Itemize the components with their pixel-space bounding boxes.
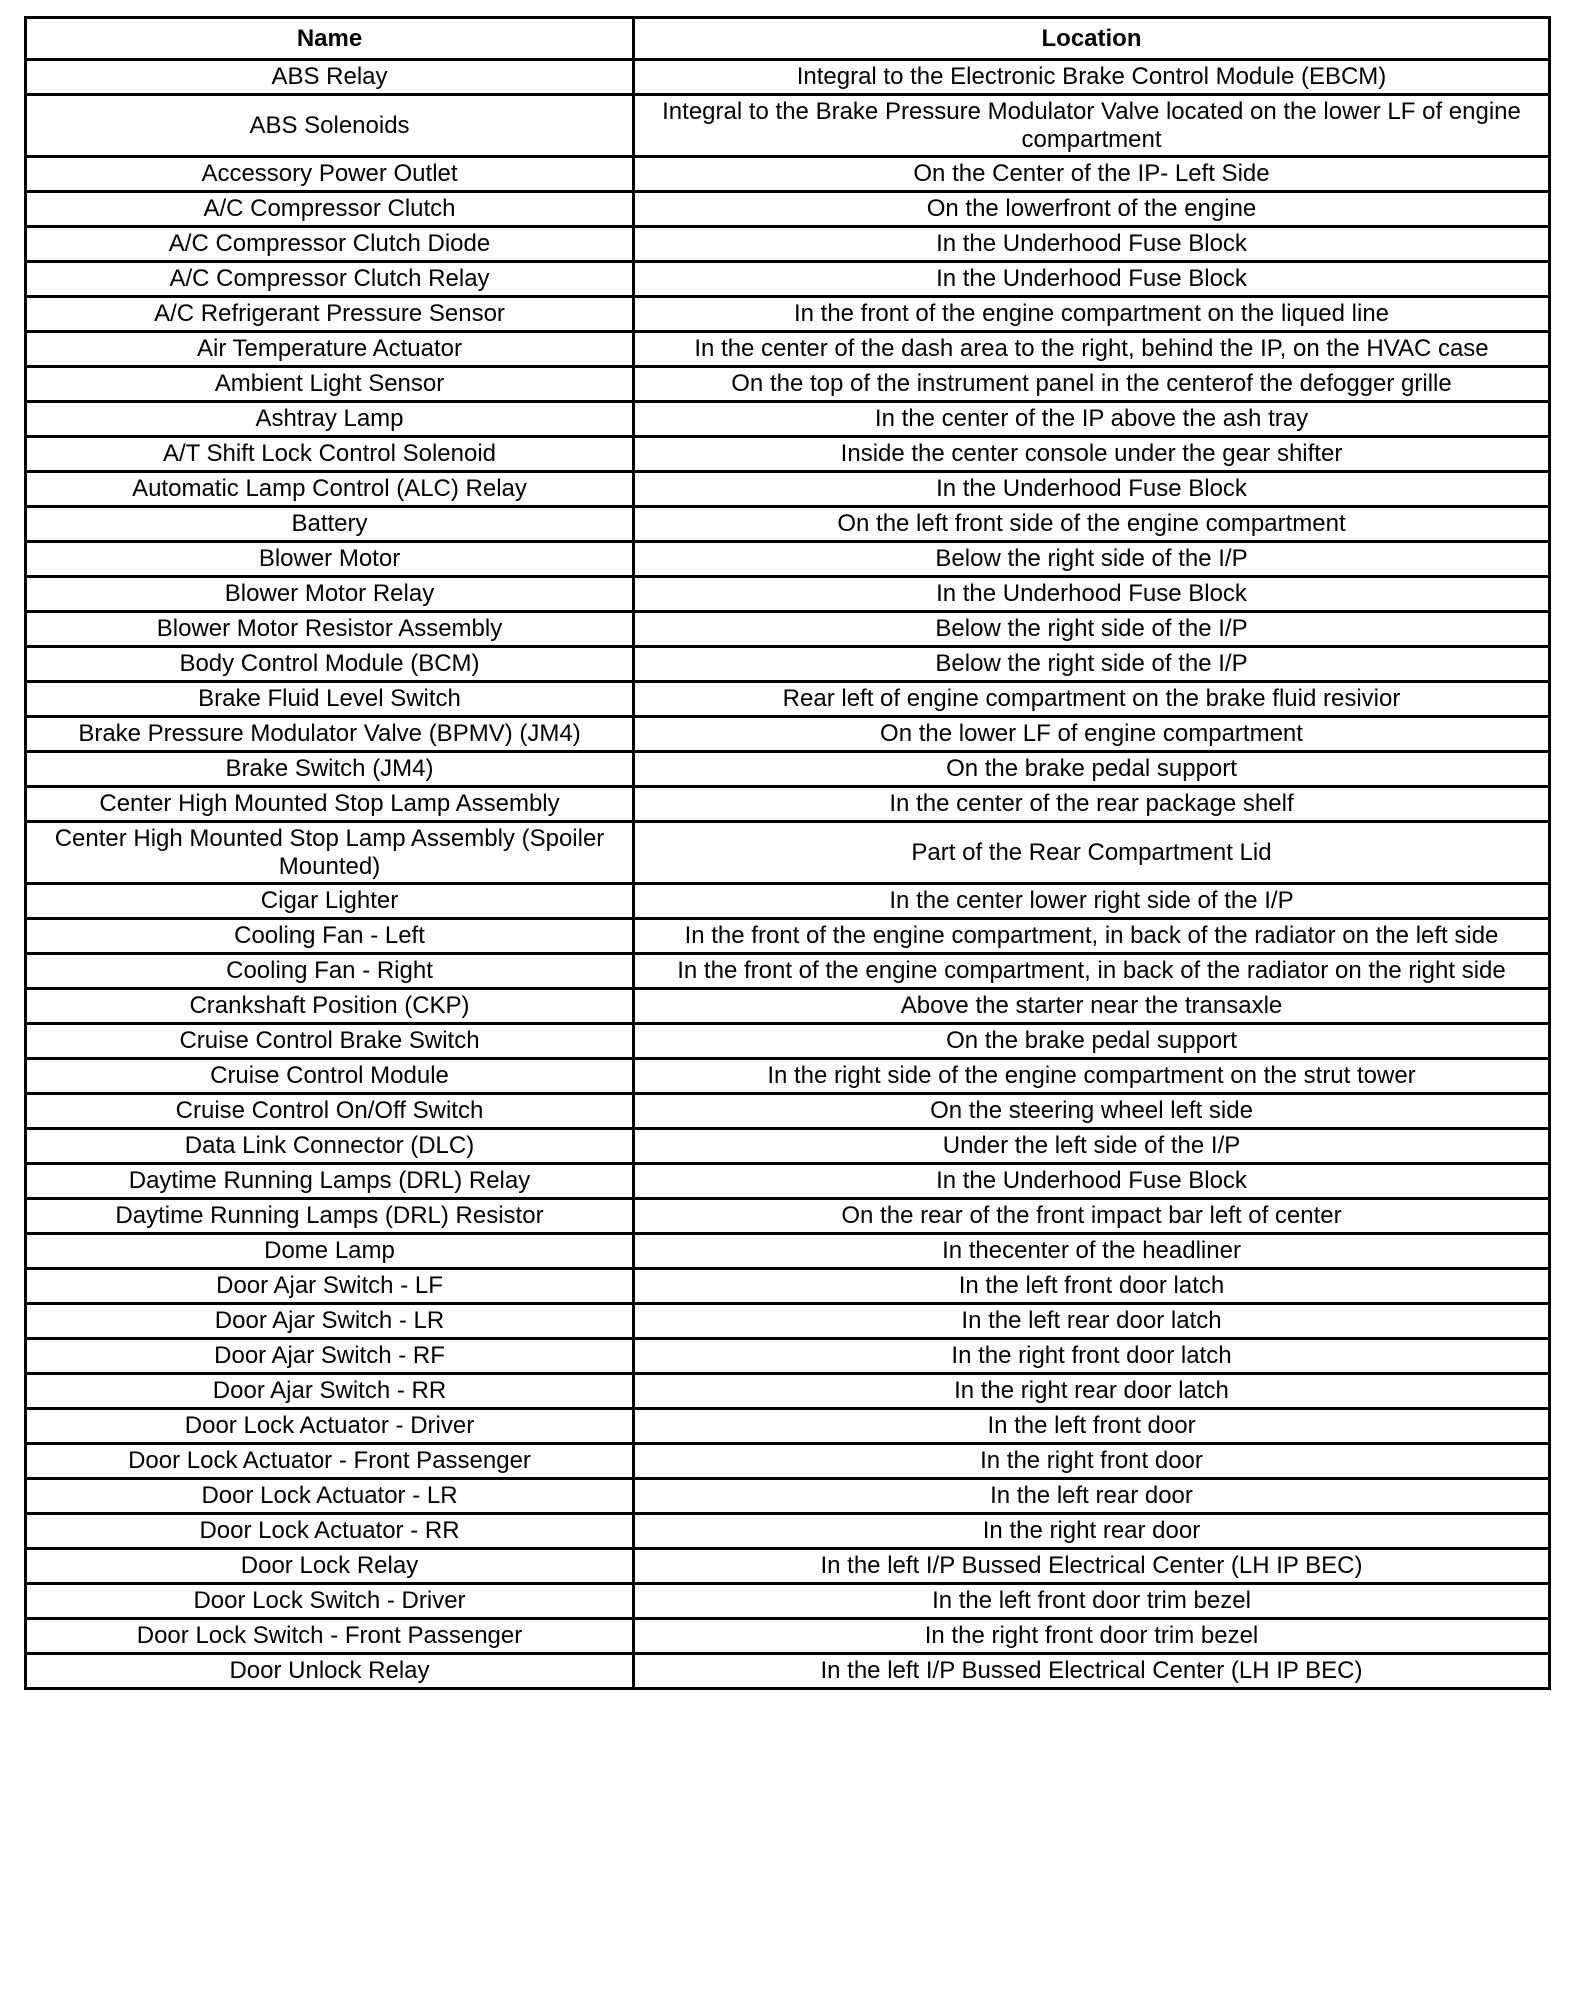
component-name-cell: Center High Mounted Stop Lamp Assembly — [26, 787, 634, 822]
component-location-cell: In the left I/P Bussed Electrical Center (LH IP BEC) — [634, 1654, 1550, 1689]
table-row — [26, 577, 1550, 612]
table-row — [26, 1619, 1550, 1654]
component-name-cell: Automatic Lamp Control (ALC) Relay — [26, 472, 634, 507]
component-name-cell: Cruise Control Brake Switch — [26, 1024, 634, 1059]
component-location-cell: Inside the center console under the gear shifter — [634, 437, 1550, 472]
table-row — [26, 752, 1550, 787]
table-row — [26, 1584, 1550, 1619]
component-location-cell: On the left front side of the engine compartment — [634, 507, 1550, 542]
table-row — [26, 262, 1550, 297]
component-location-cell: In the right front door — [634, 1444, 1550, 1479]
component-name-cell: ABS Relay — [26, 60, 634, 95]
table-row — [26, 1549, 1550, 1584]
component-name-cell: Door Lock Actuator - LR — [26, 1479, 634, 1514]
component-location-cell: On the brake pedal support — [634, 752, 1550, 787]
component-location-cell: Under the left side of the I/P — [634, 1129, 1550, 1164]
table-row — [26, 1304, 1550, 1339]
header-row — [26, 18, 1550, 60]
component-name-cell: Center High Mounted Stop Lamp Assembly (Spoiler Mounted) — [26, 822, 634, 884]
component-location-cell: In the left I/P Bussed Electrical Center (LH IP BEC) — [634, 1549, 1550, 1584]
component-location-cell: In the left front door latch — [634, 1269, 1550, 1304]
table-row — [26, 1374, 1550, 1409]
component-location-cell: In the right rear door — [634, 1514, 1550, 1549]
table-row — [26, 1094, 1550, 1129]
column-header-location: Location — [634, 18, 1550, 60]
component-location-cell: In the left front door trim bezel — [634, 1584, 1550, 1619]
component-name-cell: ABS Solenoids — [26, 95, 634, 157]
table-row — [26, 1129, 1550, 1164]
component-name-cell: Brake Fluid Level Switch — [26, 682, 634, 717]
table-row — [26, 192, 1550, 227]
component-location-cell: In the center of the dash area to the right, behind the IP, on the HVAC case — [634, 332, 1550, 367]
table-row — [26, 612, 1550, 647]
component-name-cell: Accessory Power Outlet — [26, 157, 634, 192]
table-row — [26, 227, 1550, 262]
component-name-cell: Door Lock Switch - Driver — [26, 1584, 634, 1619]
component-name-cell: Door Lock Switch - Front Passenger — [26, 1619, 634, 1654]
component-location-cell: In the front of the engine compartment, in back of the radiator on the right side — [634, 954, 1550, 989]
component-location-cell: In the front of the engine compartment, in back of the radiator on the left side — [634, 919, 1550, 954]
table-row — [26, 437, 1550, 472]
component-location-cell: Integral to the Brake Pressure Modulator Valve located on the lower LF of engine compartment — [634, 95, 1550, 157]
component-name-cell: Door Lock Actuator - RR — [26, 1514, 634, 1549]
component-name-cell: Blower Motor Resistor Assembly — [26, 612, 634, 647]
component-location-cell: On the top of the instrument panel in the centerof the defogger grille — [634, 367, 1550, 402]
table-row — [26, 1024, 1550, 1059]
component-name-cell: Door Lock Actuator - Front Passenger — [26, 1444, 634, 1479]
component-location-cell: In the center of the IP above the ash tray — [634, 402, 1550, 437]
component-name-cell: Air Temperature Actuator — [26, 332, 634, 367]
component-location-cell: In the left rear door latch — [634, 1304, 1550, 1339]
table-row — [26, 1164, 1550, 1199]
component-location-cell: In the Underhood Fuse Block — [634, 1164, 1550, 1199]
component-name-cell: Brake Switch (JM4) — [26, 752, 634, 787]
component-name-cell: Door Ajar Switch - RF — [26, 1339, 634, 1374]
component-location-cell: In the center lower right side of the I/P — [634, 884, 1550, 919]
component-location-cell: In the left rear door — [634, 1479, 1550, 1514]
component-location-cell: Above the starter near the transaxle — [634, 989, 1550, 1024]
component-location-cell: Part of the Rear Compartment Lid — [634, 822, 1550, 884]
table-row — [26, 297, 1550, 332]
table-row — [26, 332, 1550, 367]
component-location-cell: On the rear of the front impact bar left of center — [634, 1199, 1550, 1234]
component-location-cell: In the Underhood Fuse Block — [634, 262, 1550, 297]
table-row — [26, 822, 1550, 884]
component-name-cell: A/C Compressor Clutch — [26, 192, 634, 227]
component-name-cell: Cruise Control Module — [26, 1059, 634, 1094]
table-row — [26, 989, 1550, 1024]
component-name-cell: Cruise Control On/Off Switch — [26, 1094, 634, 1129]
table-row — [26, 1444, 1550, 1479]
table-row — [26, 717, 1550, 752]
table-row — [26, 472, 1550, 507]
component-location-cell: Below the right side of the I/P — [634, 542, 1550, 577]
component-name-cell: Cigar Lighter — [26, 884, 634, 919]
table-row — [26, 1654, 1550, 1689]
component-location-cell: Below the right side of the I/P — [634, 612, 1550, 647]
component-location-cell: In the Underhood Fuse Block — [634, 577, 1550, 612]
component-name-cell: A/C Refrigerant Pressure Sensor — [26, 297, 634, 332]
table-row — [26, 1199, 1550, 1234]
table-row — [26, 884, 1550, 919]
table-row — [26, 787, 1550, 822]
table-row — [26, 367, 1550, 402]
table-row — [26, 919, 1550, 954]
component-location-cell: In the left front door — [634, 1409, 1550, 1444]
component-name-cell: Door Ajar Switch - LR — [26, 1304, 634, 1339]
component-name-cell: A/T Shift Lock Control Solenoid — [26, 437, 634, 472]
component-name-cell: Ambient Light Sensor — [26, 367, 634, 402]
component-name-cell: Cooling Fan - Right — [26, 954, 634, 989]
component-name-cell: Door Ajar Switch - LF — [26, 1269, 634, 1304]
component-location-cell: In the center of the rear package shelf — [634, 787, 1550, 822]
component-name-cell: Blower Motor — [26, 542, 634, 577]
component-name-cell: Battery — [26, 507, 634, 542]
component-name-cell: Daytime Running Lamps (DRL) Resistor — [26, 1199, 634, 1234]
table-row — [26, 1514, 1550, 1549]
component-location-cell: In the right rear door latch — [634, 1374, 1550, 1409]
table-row — [26, 1234, 1550, 1269]
component-name-cell: Daytime Running Lamps (DRL) Relay — [26, 1164, 634, 1199]
component-name-cell: Door Lock Actuator - Driver — [26, 1409, 634, 1444]
component-name-cell: Ashtray Lamp — [26, 402, 634, 437]
component-location-cell: On the brake pedal support — [634, 1024, 1550, 1059]
table-row — [26, 1339, 1550, 1374]
component-name-cell: Body Control Module (BCM) — [26, 647, 634, 682]
table-row — [26, 95, 1550, 157]
table-row — [26, 954, 1550, 989]
component-name-cell: Dome Lamp — [26, 1234, 634, 1269]
component-name-cell: Crankshaft Position (CKP) — [26, 989, 634, 1024]
table-row — [26, 507, 1550, 542]
table-row — [26, 157, 1550, 192]
component-location-cell: In the Underhood Fuse Block — [634, 227, 1550, 262]
component-location-cell: In thecenter of the headliner — [634, 1234, 1550, 1269]
table-row — [26, 60, 1550, 95]
component-location-cell: In the front of the engine compartment on the liqued line — [634, 297, 1550, 332]
component-location-cell: On the Center of the IP- Left Side — [634, 157, 1550, 192]
component-location-cell: On the lower LF of engine compartment — [634, 717, 1550, 752]
component-name-cell: A/C Compressor Clutch Relay — [26, 262, 634, 297]
component-location-cell: In the Underhood Fuse Block — [634, 472, 1550, 507]
component-location-cell: In the right front door trim bezel — [634, 1619, 1550, 1654]
component-location-cell: Below the right side of the I/P — [634, 647, 1550, 682]
component-name-cell: Door Ajar Switch - RR — [26, 1374, 634, 1409]
column-header-name: Name — [26, 18, 634, 60]
table-row — [26, 1409, 1550, 1444]
table-row — [26, 1269, 1550, 1304]
component-location-cell: In the right side of the engine compartment on the strut tower — [634, 1059, 1550, 1094]
component-location-table — [24, 16, 1551, 1690]
table-row — [26, 402, 1550, 437]
table-row — [26, 682, 1550, 717]
component-name-cell: Door Unlock Relay — [26, 1654, 634, 1689]
component-location-cell: Rear left of engine compartment on the brake fluid resivior — [634, 682, 1550, 717]
component-location-cell: On the steering wheel left side — [634, 1094, 1550, 1129]
component-name-cell: Door Lock Relay — [26, 1549, 634, 1584]
table-row — [26, 542, 1550, 577]
component-name-cell: Blower Motor Relay — [26, 577, 634, 612]
component-location-cell: In the right front door latch — [634, 1339, 1550, 1374]
table-row — [26, 1059, 1550, 1094]
table-row — [26, 1479, 1550, 1514]
component-location-cell: On the lowerfront of the engine — [634, 192, 1550, 227]
component-name-cell: Data Link Connector (DLC) — [26, 1129, 634, 1164]
component-name-cell: Brake Pressure Modulator Valve (BPMV) (JM4) — [26, 717, 634, 752]
component-name-cell: A/C Compressor Clutch Diode — [26, 227, 634, 262]
table-row — [26, 647, 1550, 682]
component-location-cell: Integral to the Electronic Brake Control Module (EBCM) — [634, 60, 1550, 95]
component-name-cell: Cooling Fan - Left — [26, 919, 634, 954]
